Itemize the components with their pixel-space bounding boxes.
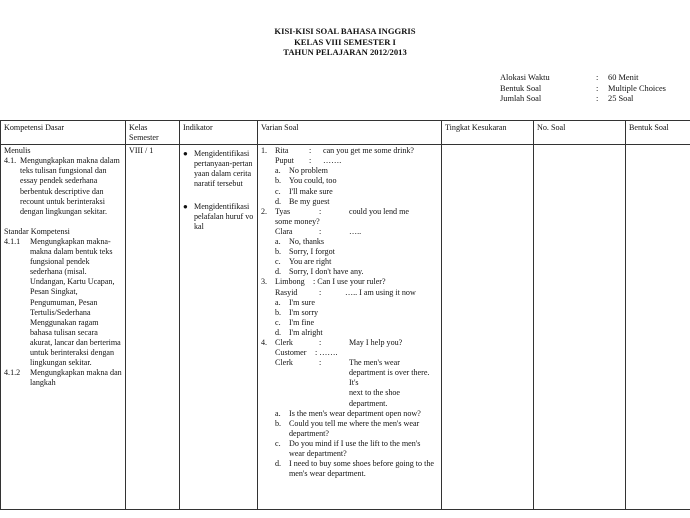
option-letter: b.	[275, 247, 282, 257]
info-sep: :	[596, 83, 599, 93]
speaker: Puput	[275, 156, 294, 166]
option	[261, 439, 438, 459]
speaker: Clerk	[275, 358, 293, 368]
option	[261, 419, 438, 439]
kd-item-num: 4.1.2	[4, 368, 21, 378]
option-text: I'm fine	[289, 317, 315, 327]
bullet-icon: ●	[183, 201, 188, 211]
option	[261, 267, 438, 277]
option-letter: d.	[275, 327, 282, 337]
option-letter: c.	[275, 438, 281, 448]
option-letter: a.	[275, 408, 281, 418]
info-value: 60 Menit	[608, 73, 639, 82]
speaker: Limbong	[275, 277, 305, 287]
info-value: 25 Soal	[608, 94, 634, 103]
info-label: Alokasi Waktu	[500, 73, 550, 82]
question-num: 2.	[261, 206, 268, 216]
option	[261, 166, 438, 176]
option	[261, 176, 438, 186]
dialog-line: next to the shoe department.	[349, 388, 401, 408]
option-text: I'm sure	[289, 297, 315, 307]
doc-title-3: TAHUN PELAJARAN 2012/2013	[283, 47, 407, 57]
option-text: Sorry, I forgot	[289, 247, 335, 257]
kd-heading: Menulis	[4, 146, 31, 156]
option-text: No, thanks	[289, 237, 325, 247]
info-row-waktu	[500, 73, 666, 84]
col-header-bentuk: Bentuk Soal	[626, 121, 690, 145]
dialog-line: department is over there. It's	[349, 368, 430, 388]
option	[261, 298, 438, 308]
kd-item-num: 4.1.	[4, 156, 17, 166]
speaker: Rita	[275, 146, 289, 156]
question-num: 4.	[261, 337, 268, 347]
table-header-row	[1, 121, 690, 145]
indikator-text: Mengidentifikasi pelafalan huruf vokal	[194, 201, 254, 231]
question-num: 1.	[261, 146, 268, 156]
col-header-no: No. Soal	[534, 121, 626, 145]
col-header-tingkat: Tingkat Kesukaran	[442, 121, 534, 145]
no-soal-cell	[534, 145, 626, 510]
option-letter: a.	[275, 237, 281, 247]
dialog-line: : …….	[315, 348, 338, 358]
kisi-kisi-table	[0, 120, 690, 510]
question-2	[261, 207, 438, 278]
info-label: Bentuk Soal	[500, 83, 542, 93]
indikator-item	[183, 149, 254, 189]
colon: :	[309, 156, 312, 166]
kd-item	[4, 237, 122, 368]
colon: :	[319, 358, 322, 368]
option-letter: d.	[275, 267, 282, 277]
speaker: Clerk	[275, 337, 293, 347]
doc-title-2: KELAS VIII SEMESTER I	[294, 36, 396, 47]
option-letter: d.	[275, 196, 282, 206]
option-text: I'm sorry	[289, 307, 319, 317]
varian-soal-cell	[258, 145, 442, 510]
col-header-kelas: Kelas Semester	[126, 121, 180, 145]
kd-item	[4, 368, 122, 388]
speaker: Rasyid	[275, 287, 298, 297]
tingkat-cell	[442, 145, 534, 510]
kd-item	[4, 156, 122, 217]
kd-item-num: 4.1.1	[4, 236, 21, 246]
dialog-line: The men's wear	[349, 358, 400, 368]
dialog-line: can you get me some drink?	[323, 146, 415, 156]
colon: :	[319, 287, 322, 297]
kd-item-text: Mengungkapkan makna-makna dalam bentuk teks fungsional pendek sederhana (misal. Undangan, Kartu Ucapan, Pesan Singkat, Pengumuman, Pesan Tertulis/Sederhana Menggunakan ragam bahasa tulisan secara akurat, lancar dan berterima untuk berinteraksi dengan lingkungan sekitar.	[30, 236, 121, 368]
kompetensi-cell	[1, 145, 126, 510]
colon: :	[309, 146, 312, 156]
info-value: Multiple Choices	[608, 83, 666, 93]
option-text: Be my guest	[289, 196, 330, 206]
info-row-jumlah	[500, 94, 666, 105]
option-text: Is the men's wear department open now?	[289, 408, 421, 418]
kelas-cell	[126, 145, 180, 510]
dialog-line: …..	[349, 226, 362, 236]
option-letter: c.	[275, 186, 281, 196]
col-header-indikator: Indikator	[180, 121, 258, 145]
option-letter: c.	[275, 317, 281, 327]
option-letter: d.	[275, 459, 282, 469]
kd-item-text: Mengungkapkan makna dalam teks tulisan fungsional dan essay pendek sederhana berbentuk descriptive dan recount untuk berinteraksi dengan lingkungan sekitar.	[20, 156, 120, 216]
col-header-kompetensi: Kompetensi Dasar	[1, 121, 126, 145]
option	[261, 409, 438, 419]
dialog-line: May I help you?	[349, 337, 403, 347]
bullet-icon: ●	[183, 149, 188, 159]
dialog-line: some money?	[275, 216, 320, 226]
question-4	[261, 338, 438, 479]
info-row-bentuk	[500, 84, 666, 95]
option-text: You could, too	[289, 176, 337, 186]
colon: :	[319, 337, 322, 347]
option	[261, 308, 438, 318]
info-block	[500, 73, 666, 105]
option	[261, 197, 438, 207]
speaker: Tyas	[275, 206, 291, 216]
option-letter: a.	[275, 297, 281, 307]
table-row	[1, 145, 690, 510]
info-sep: :	[596, 73, 599, 82]
option-text: Do you mind if I use the lift to the men's wear department?	[289, 438, 421, 458]
option-text: I'll make sure	[289, 186, 333, 196]
option-letter: b.	[275, 307, 282, 317]
option	[261, 237, 438, 247]
std-heading: Standar Kompetensi	[4, 226, 70, 236]
indikator-item	[183, 202, 254, 232]
option-letter: c.	[275, 257, 281, 267]
kd-item-text: Mengungkapkan makna dan langkah	[30, 368, 122, 388]
info-label: Jumlah Soal	[500, 94, 542, 103]
option	[261, 318, 438, 328]
option-letter: b.	[275, 418, 282, 428]
indikator-text: Mengidentifikasi pertanyaan-pertanyaan dalam cerita naratif tersebut	[194, 149, 253, 189]
question-num: 3.	[261, 277, 268, 287]
dialog-line: : Can I use your ruler?	[313, 277, 386, 287]
option	[261, 247, 438, 257]
speaker: Clara	[275, 226, 293, 236]
indikator-cell	[180, 145, 258, 510]
option-letter: b.	[275, 176, 282, 186]
speaker: Customer	[275, 348, 307, 358]
option-text: I need to buy some shoes before going to the men's wear department.	[289, 459, 434, 479]
doc-title-1: KISI-KISI SOAL BAHASA INGGRIS	[274, 26, 416, 36]
option	[261, 459, 438, 479]
dialog-line: ….. I am using it now	[345, 287, 416, 297]
dialog-line: could you lend me	[349, 206, 410, 216]
option-text: You are right	[289, 257, 332, 267]
option-text: I'm alright	[289, 327, 323, 337]
option-text: Sorry, I don't have any.	[289, 267, 364, 277]
option	[261, 187, 438, 197]
kelas-value: VIII / 1	[129, 146, 154, 156]
option	[261, 328, 438, 338]
option-text: No problem	[289, 166, 328, 176]
colon: :	[319, 206, 322, 216]
question-3	[261, 277, 438, 338]
option-text: Could you tell me where the men's wear department?	[289, 418, 420, 438]
dialog-line: …….	[323, 156, 342, 166]
col-header-varian: Varian Soal	[258, 121, 442, 145]
colon: :	[319, 226, 322, 236]
bentuk-soal-cell	[626, 145, 690, 510]
option-letter: a.	[275, 166, 281, 176]
option	[261, 257, 438, 267]
question-1	[261, 146, 438, 207]
info-sep: :	[596, 94, 599, 103]
